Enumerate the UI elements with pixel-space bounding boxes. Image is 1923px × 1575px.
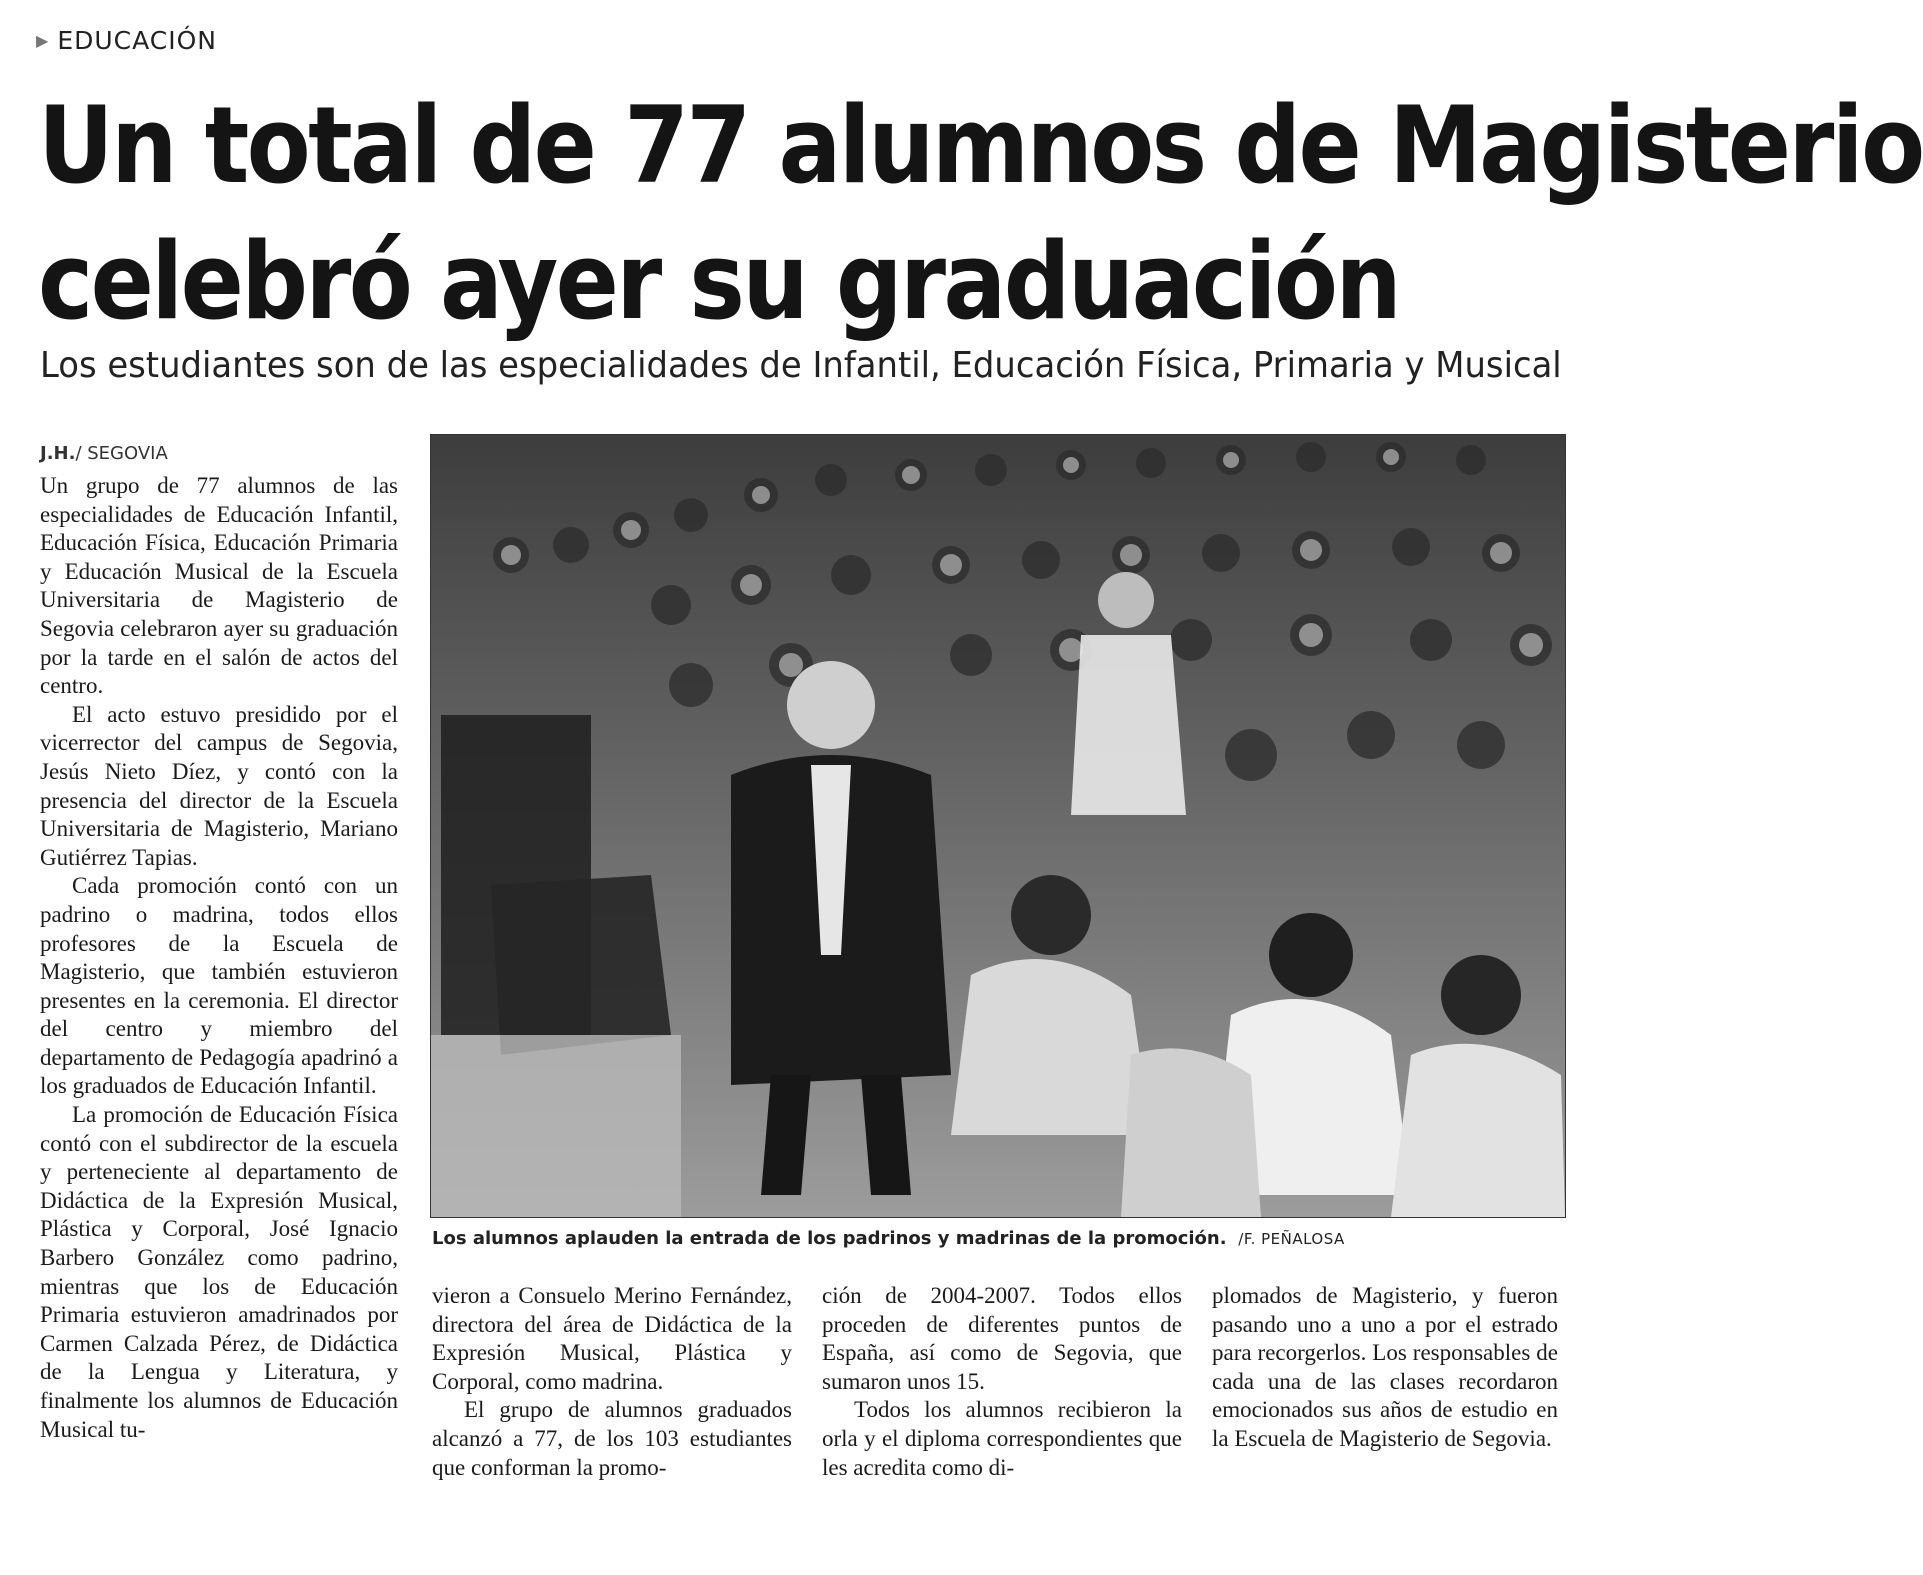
paragraph: vieron a Consuelo Merino Fernández, directora del área de Didáctica de la Expresión Musical, Plástica y Corporal, como madrina.	[432, 1283, 792, 1394]
article-column-2	[432, 1282, 792, 1482]
article-column-1	[40, 472, 398, 1444]
article-column-4	[1212, 1282, 1558, 1454]
headline-line-2: celebró ayer su graduación	[38, 220, 1400, 343]
paragraph: ción de 2004-2007. Todos ellos proceden de diferentes puntos de España, así como de Segovia, que sumaron unos 15.	[822, 1283, 1182, 1394]
photo-credit: /F. PEÑALOSA	[1238, 1230, 1345, 1248]
news-photo	[430, 434, 1566, 1218]
paragraph: Todos los alumnos recibieron la orla y el diploma correspondientes que les acredita como di-	[822, 1397, 1182, 1480]
byline-location: SEGOVIA	[87, 443, 168, 464]
paragraph: El acto estuvo presidido por el vicerrector del campus de Segovia, Jesús Nieto Díez, y contó con la presencia del director de la Escuela Universitaria de Magisterio, Mariano Gutiérrez Tapias.	[40, 701, 398, 870]
subheadline: Los estudiantes son de las especialidades de Infantil, Educación Física, Primaria y Musical	[40, 345, 1562, 386]
paragraph: La promoción de Educación Física contó con el subdirector de la escuela y perteneciente al departamento de Didáctica de la Expresión Musical, Plástica y Corporal, José Ignacio Barbero González como padrino, mientras que los de Educación Primaria estuvieron amadrinados por Carmen Calzada Pérez, de Didáctica de la Lengua y Literatura, y finalmente los alumnos de Educación Musical tu-	[40, 1102, 398, 1442]
byline: J.H./ SEGOVIA	[40, 443, 168, 464]
section-label	[36, 26, 217, 55]
byline-author: J.H.	[40, 443, 76, 464]
section-name: EDUCACIÓN	[57, 26, 217, 55]
caption-text: Los alumnos aplauden la entrada de los padrinos y madrinas de la promoción.	[432, 1228, 1227, 1249]
triangle-arrow-icon: ▶	[36, 31, 50, 50]
paragraph: Un grupo de 77 alumnos de las especialidades de Educación Infantil, Educación Física, Educación Primaria y Educación Musical de la Escuela Universitaria de Magisterio de Segovia celebraron ayer su graduación por la tarde en el salón de actos del centro.	[40, 473, 398, 699]
headline-line-1: Un total de 77 alumnos de Magisterio	[38, 84, 1923, 207]
paragraph: El grupo de alumnos graduados alcanzó a 77, de los 103 estudiantes que conforman la promo-	[432, 1397, 792, 1480]
headline	[38, 78, 1923, 350]
article-column-3	[822, 1282, 1182, 1482]
photo-caption	[432, 1228, 1562, 1249]
audience-photo-illustration	[431, 435, 1565, 1217]
paragraph: Cada promoción contó con un padrino o madrina, todos ellos profesores de la Escuela de Magisterio, que también estuvieron presentes en la ceremonia. El director del centro y miembro del departamento de Pedagogía apadrinó a los graduados de Educación Infantil.	[40, 873, 398, 1099]
paragraph: plomados de Magisterio, y fueron pasando uno a uno a por el estrado para recorgerlos. Los responsables de cada una de las clases recordaron emocionados sus años de estudio en la Escuela de Magisterio de Segovia.	[1212, 1283, 1558, 1451]
